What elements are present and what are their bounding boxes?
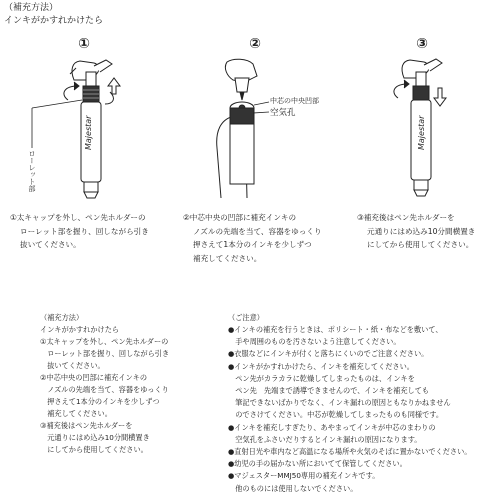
caution-title: （ご注意） [228, 313, 264, 322]
step-number-2: ② [249, 36, 261, 52]
center-recess-label: 中芯の中央凹部 [270, 97, 319, 105]
rotate-arrow-icon [394, 80, 409, 98]
pen-brand-label-3: Majestar [417, 115, 426, 150]
up-arrow-icon [108, 78, 120, 94]
step-2-caption: ②中芯中央の凹部に補充インキの ノズルの先端を当て、容器をゆっくり 押さえて1本分のインキを少しずつ 補充してください。 [183, 213, 322, 263]
pen-brand-label-1: Majestar [84, 115, 93, 150]
illustration-step-2 [205, 58, 305, 203]
step-3-caption: ③補充後はペン先ホルダーを 元通りにはめ込み10分間横置き にしてから使用してください。 [357, 213, 476, 249]
knurl-label: ローレット部 [28, 150, 36, 192]
down-arrow-icon [434, 88, 446, 106]
knurl-leader [30, 100, 90, 150]
summary-block: （補充方法） インキがかすれかけたら ①太キャップを外し、ペン先ホルダーの ローレット部を握り、回しながら引き 抜いてください。 ②中芯中央の凹部に補充インキの ノズルの先端を当て、容器をゆっくり 押さえて1本分のインキを少しずつ 補充してください。 ③補充後はペン先ホルダーを 元通りにはめ込み10分間横置き にしてから使用してください。 [40, 313, 170, 454]
header-subtitle: インキがかすれかけたら [4, 16, 104, 26]
step-number-3: ③ [416, 36, 428, 52]
step-number-1: ① [78, 36, 90, 52]
air-hole-label: 空気孔 [270, 108, 296, 118]
pen-core-icon [230, 102, 254, 184]
header-title: （補充方法） [4, 3, 59, 13]
step-1-caption: ①太キャップを外し、ペン先ホルダーの ローレット部を握り、回しながら引き 抜いてください。 [10, 213, 149, 249]
caution-list: ●インキの補充を行うときは、ポリシート・紙・布などを敷いて、 手や周囲のものを汚さないよう注意してください。 ●衣服などにインキが付くと落ちにくいのでご注意ください。 ●インキがかすれかけたら、インキを補充してください。 ペン先がカラカラに乾燥してしまったものは、インキを ペン先 先端まで誘導できませんので、インキを補充しても 筆記できないばかりでなく、インキ漏れの原因ともなりかねません のでさけてください。中芯が乾燥してしまったものも同様です。 ●インキを補充しすぎたり、あやまってインキが中芯のまわりの 空気孔をふさいだりするとインキ漏れの原因になります。 ●直射日光や車内など高温になる場所や火気のそばに置かないでください。 ●幼児の手の届かない所においてて保管してください。 ●マジェスターMMJ50専用の補充インキです。 他のものには使用しないでください。 [228, 325, 472, 493]
ink-bottle-icon [235, 78, 249, 100]
